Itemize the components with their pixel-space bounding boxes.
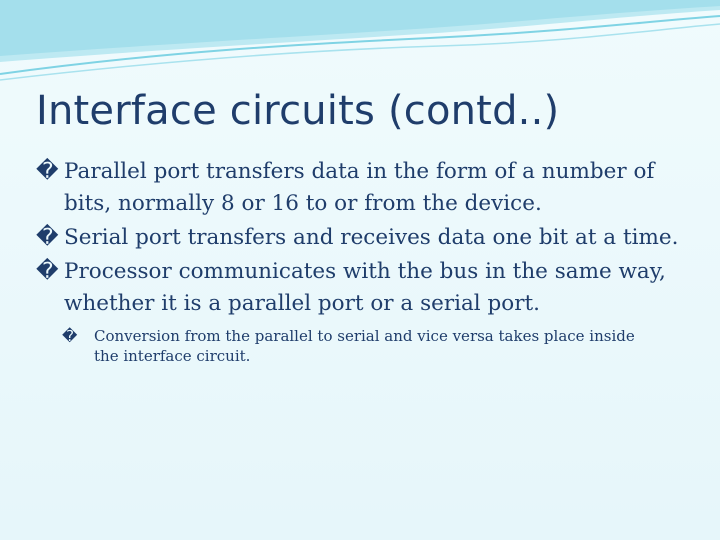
bullet-item	[36, 256, 696, 320]
bullet-item	[36, 222, 696, 254]
header-wave-decoration	[0, 0, 720, 90]
bullet-marker-icon: �	[36, 225, 59, 250]
bullet-marker-icon: �	[36, 259, 59, 284]
slide-title: Interface circuits (contd..)	[36, 88, 560, 134]
bullet-marker-icon: �	[36, 159, 59, 184]
sub-bullet-marker-icon: �	[62, 327, 78, 345]
bullet-text: Parallel port transfers data in the form of a number of bits, normally 8 or 16 to or from the device.	[64, 159, 655, 216]
bullet-list	[36, 156, 696, 366]
bullet-text: Serial port transfers and receives data one bit at a time.	[64, 225, 679, 250]
sub-bullet-text: Conversion from the parallel to serial and vice versa takes place inside the interface circuit.	[94, 327, 635, 365]
bullet-text: Processor communicates with the bus in the same way, whether it is a parallel port or a serial port.	[64, 259, 666, 316]
sub-bullet-item	[62, 326, 664, 366]
bullet-item	[36, 156, 696, 220]
